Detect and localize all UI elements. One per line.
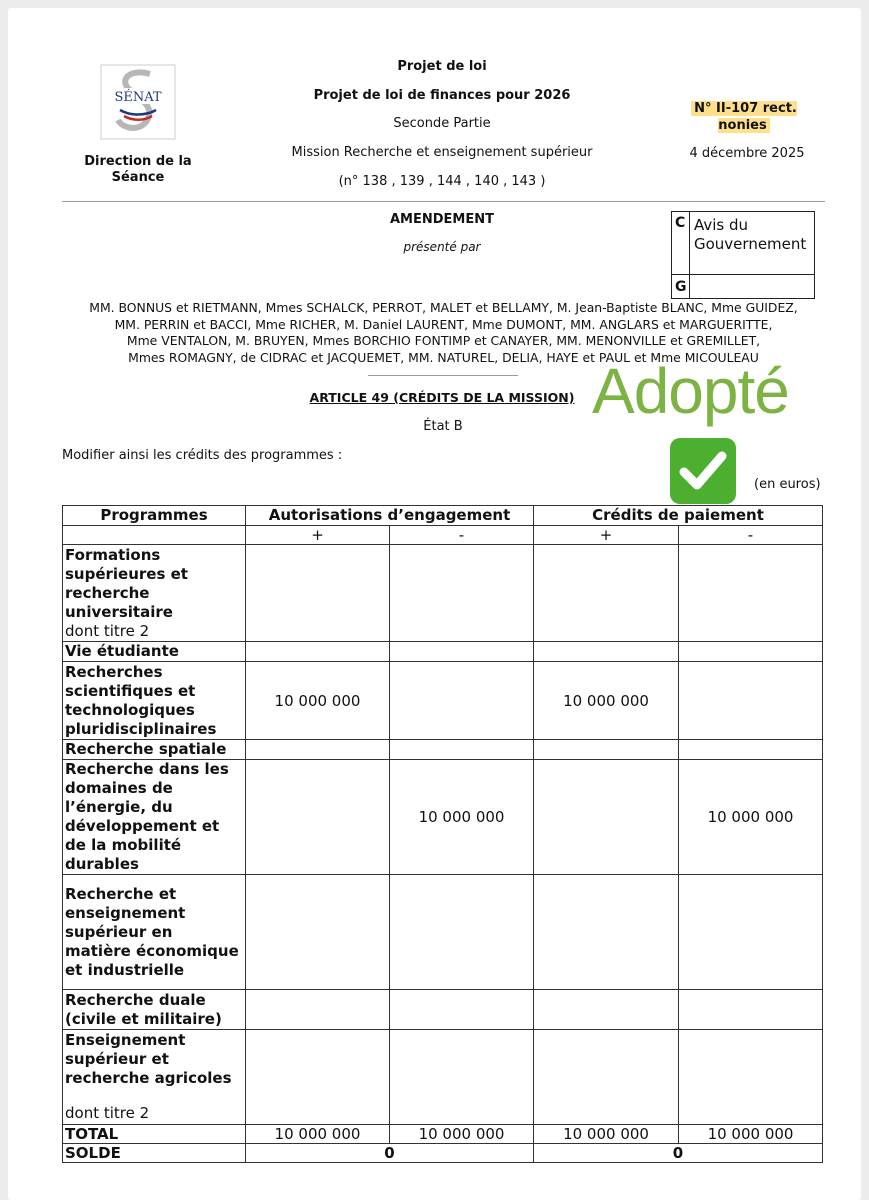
mission-label: Mission Recherche et enseignement supérieur (291, 145, 593, 160)
ae-minus-cell (390, 642, 534, 662)
ae-plus-cell (246, 740, 390, 760)
authors-line: MM. BONNUS et RIETMANN, Mmes SCHALCK, PERROT, MALET et BELLAMY, M. Jean-Baptiste BLANC, Mme GUIDEZ, (89, 300, 798, 315)
cp-minus-cell (679, 1030, 823, 1125)
presented-by: présenté par (403, 240, 481, 254)
ae-minus-cell (390, 875, 534, 990)
credits-table (62, 505, 823, 1163)
header-divider (62, 201, 825, 202)
program-sub: dont titre 2 (65, 1104, 150, 1122)
cp-plus-cell (534, 642, 679, 662)
solde-label: SOLDE (63, 1144, 246, 1163)
table-row (63, 545, 823, 642)
cp-plus-cell (534, 740, 679, 760)
plf-title: Projet de loi de finances pour 2026 (313, 88, 571, 103)
solde-cp: 0 (534, 1144, 823, 1163)
cp-plus-cell: 10 000 000 (534, 662, 679, 740)
program-name: Enseignement supérieur et recherche agricoles (65, 1031, 232, 1087)
instruction-text: Modifier ainsi les crédits des programmes : (62, 448, 343, 463)
cp-plus-cell (534, 1030, 679, 1125)
ae-plus-cell (246, 990, 390, 1030)
avis-text: Avis du Gouvernement (694, 216, 807, 253)
cp-minus-cell (679, 642, 823, 662)
table-header-row (63, 506, 823, 526)
check-mark-button-icon (670, 438, 736, 504)
senat-logo (100, 64, 176, 140)
ae-plus-cell (246, 642, 390, 662)
cp-plus-cell (534, 875, 679, 990)
ae-minus-cell (390, 545, 534, 642)
table-row (63, 662, 823, 740)
total-ae-plus: 10 000 000 (246, 1125, 390, 1144)
partie-label: Seconde Partie (393, 116, 491, 131)
cp-minus-cell (679, 740, 823, 760)
solde-ae: 0 (246, 1144, 534, 1163)
total-cp-minus: 10 000 000 (679, 1125, 823, 1144)
program-name: Recherches scientifiques et technologiques pluridisciplinaires (63, 662, 246, 740)
ae-minus-cell (390, 1030, 534, 1125)
avis-g-label: G (675, 279, 687, 295)
ae-minus-cell (390, 740, 534, 760)
ae-plus-cell (246, 875, 390, 990)
authors-line: Mmes ROMAGNY, de CIDRAC et JACQUEMET, MM. NATUREL, DELIA, HAYE et PAUL et Mme MICOULEAU (128, 349, 759, 365)
amendment-number: N° II-107 rect. nonies (684, 100, 804, 134)
amendment-date: 4 décembre 2025 (689, 146, 805, 161)
header-cp: Crédits de paiement (534, 506, 823, 526)
solde-row (63, 1144, 823, 1163)
total-row (63, 1125, 823, 1144)
avis-box (671, 211, 815, 299)
program-sub: dont titre 2 (65, 621, 150, 640)
authors-line: Mme VENTALON, M. BRUYEN, Mmes BORCHIO FONTIMP et CANAYER, MM. MENONVILLE et GREMILLET, (126, 333, 761, 348)
table-row (63, 740, 823, 760)
cp-plus-cell (534, 990, 679, 1030)
table-row (63, 990, 823, 1030)
ae-plus-header: + (246, 526, 390, 545)
unit-label: (en euros) (754, 477, 821, 492)
ae-plus-cell (246, 760, 390, 875)
authors-divider (368, 375, 518, 376)
cp-minus-cell (679, 545, 823, 642)
program-name: Recherche dans les domaines de l’énergie, du développement et de la mobilité durables (63, 760, 246, 875)
ae-plus-cell (246, 545, 390, 642)
program-name: Recherche spatiale (63, 740, 246, 760)
program-name: Recherche duale (civile et militaire) (63, 990, 246, 1030)
cp-minus-cell: 10 000 000 (679, 760, 823, 875)
cp-plus-header: + (534, 526, 679, 545)
direction-label: Direction de la Séance (84, 154, 192, 185)
program-name: Recherche et enseignement supérieur en matière économique et industrielle (63, 875, 246, 990)
ae-minus-cell (390, 662, 534, 740)
ae-minus-cell (390, 990, 534, 1030)
table-row (63, 760, 823, 875)
document-page (8, 8, 861, 1200)
total-cp-plus: 10 000 000 (534, 1125, 679, 1144)
program-name: Vie étudiante (63, 642, 246, 662)
table-sign-row (63, 526, 823, 545)
table-row (63, 875, 823, 990)
projet-loi-label: Projet de loi (397, 59, 487, 74)
total-ae-minus: 10 000 000 (390, 1125, 534, 1144)
amendment-title: AMENDEMENT (390, 212, 494, 227)
avis-c-label: C (675, 215, 686, 231)
total-label: TOTAL (63, 1125, 246, 1144)
article-title: ARTICLE 49 (CRÉDITS DE LA MISSION) (309, 390, 575, 405)
cp-minus-header: - (679, 526, 823, 545)
ae-plus-cell: 10 000 000 (246, 662, 390, 740)
ae-plus-cell (246, 1030, 390, 1125)
program-name: Formations supérieures et recherche universitaire (65, 545, 188, 621)
ae-minus-cell: 10 000 000 (390, 760, 534, 875)
text-numbers: (n° 138 , 139 , 144 , 140 , 143 ) (338, 174, 546, 189)
cp-minus-cell (679, 662, 823, 740)
adopte-stamp: Adopté (592, 355, 789, 427)
cp-minus-cell (679, 875, 823, 990)
header-ae: Autorisations d’engagement (246, 506, 534, 526)
etat-label: État B (423, 419, 463, 434)
cp-plus-cell (534, 760, 679, 875)
ae-minus-header: - (390, 526, 534, 545)
table-row (63, 1030, 823, 1125)
header-programmes: Programmes (63, 506, 246, 526)
senat-logo-text: SÉNAT (114, 90, 162, 105)
table-row (63, 642, 823, 662)
cp-minus-cell (679, 990, 823, 1030)
cp-plus-cell (534, 545, 679, 642)
authors-line: MM. PERRIN et BACCI, Mme RICHER, M. Daniel LAURENT, Mme DUMONT, MM. ANGLARS et MARGUERITTE, (114, 316, 773, 332)
